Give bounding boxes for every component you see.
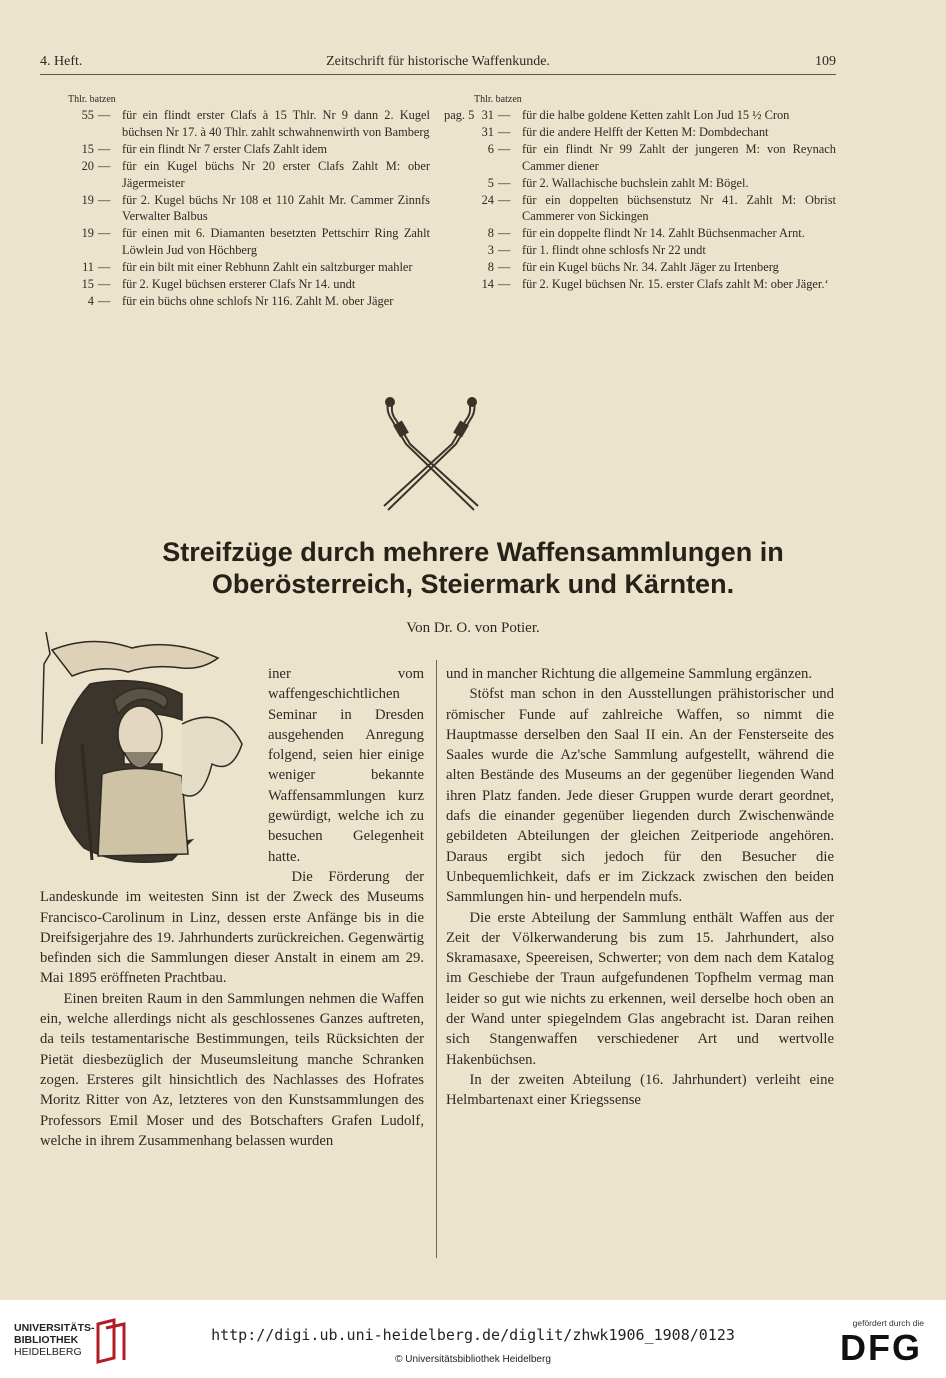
ledger-entry	[444, 192, 836, 226]
ledger-entry	[444, 242, 836, 259]
ledger-entry	[48, 107, 430, 141]
ledger-dash: —	[498, 277, 511, 292]
paragraph: Stöfst man schon in den Ausstellungen prähistorischer und römischer Funde auf zahlreiche Waffen, so nimmt die Hauptmasse derselben den Saal II ein. An der Fensterseite des Saales wurde die Az'sche Sammlung aufgestellt, während die alten Bestände des Museums an der gegenüber liegenden Wand ihren Platz fanden. Jede dieser Gruppen wurde derart geordnet, dafs die einander gegenüber liegenden durch Zwischenwände gebildeten Abteilungen der gleichen Zeitperiode angehören. Daraus ergibt sich jedoch für den Besucher die Unbequemlichkeit, dafs er im Zickzack zwischen den beiden Sammlungen hin- und herpendeln mufs.	[446, 686, 834, 906]
ledger-amount: 5	[487, 175, 494, 190]
ledger-dash: —	[98, 158, 111, 173]
page-reference: pag. 5	[444, 108, 475, 122]
ledger-dash: —	[98, 141, 111, 156]
ledger-amount: 4	[87, 293, 94, 308]
ledger-entry	[48, 293, 430, 310]
ledger-dash: —	[498, 226, 511, 241]
ledger-dash: —	[498, 243, 511, 258]
ledger-text: für ein Kugel büchs Nr. 34. Zahlt Jäger zu Irtenberg	[522, 260, 779, 275]
ledger-entry	[444, 259, 836, 276]
ledger-text: für 2. Wallachische buchslein zahlt M: Bögel.	[522, 175, 749, 190]
ledger-text: für ein bilt mit einer Rebhunn Zahlt ein saltzburger mahler	[122, 260, 413, 275]
dfg-logo-text: DFG	[840, 1327, 922, 1368]
article-byline: Von Dr. O. von Potier.	[406, 620, 540, 636]
ledger-entry	[444, 276, 836, 293]
ledger-entry	[48, 259, 430, 276]
ledger-text: für die halbe goldene Ketten zahlt Lon Jud 15 ½ Cron	[522, 108, 790, 122]
paragraph: Die erste Abteilung der Sammlung enthält Waffen aus der Zeit der Völkerwanderung bis zum 15. Jahrhundert, also Skramasaxe, Speereisen, Schwerter; von dem nach dem Katalog im Geschiebe der Traun aufgefundenen Topfhelm vermag man leider so gut wie nichts zu erkennen, weil derselbe hoch oben an der Wand unter spiegelndem Glas angebracht ist. Daran reihen sich Stangenwaffen verschiedener Art und wertvolle Hakenbüchsen.	[446, 909, 834, 1068]
ledger-entry	[48, 158, 430, 192]
ledger-amount: 31	[481, 124, 494, 139]
ledger-amount: 6	[487, 141, 494, 156]
column-rule	[436, 660, 437, 1258]
ledger-text: für ein flindt Nr 99 Zahlt der jungeren M: von Reynach Cammer diener	[522, 141, 836, 173]
ledger-entry	[48, 192, 430, 226]
ledger-dash: —	[498, 108, 511, 122]
ledger-text: für die andere Helfft der Ketten M: Dombdechant	[522, 124, 769, 139]
paragraph: In der zweiten Abteilung (16. Jahrhundert) verleiht eine Helmbartenaxt einer Kriegssense	[446, 1071, 834, 1109]
header-rule	[40, 74, 836, 75]
ledger-amount: 3	[487, 243, 494, 258]
ledger-text: für 2. Kugel büchs Nr 108 et 110 Zahlt Mr. Cammer Zinnfs Verwalter Balbus	[122, 192, 430, 224]
ledger-text: für 2. Kugel büchsen ersterer Clafs Nr 14. undt	[122, 277, 356, 292]
ledger-dash: —	[498, 124, 511, 139]
ledger-dash: —	[98, 226, 111, 241]
article-title-line1: Streifzüge durch mehrere Waffensammlungen in	[162, 537, 784, 567]
ledger-entry	[48, 276, 430, 293]
journal-title: Zeitschrift für historische Waffenkunde.	[326, 54, 550, 69]
paragraph: Einen breiten Raum in den Sammlungen nehmen die Waffen ein, welche allerdings nicht als geschlossenes Ganzes auftreten, da teils testamentarische Bestimmungen, teils Rücksichten der Pietät diesbezüglich der Museumsleitung manche Schranken zogen. Ersteres gilt hinsichtlich des Nachlasses des Hofrates Moritz Ritter von Az, letzteres von den Kunstsammlungen des Professors Emil Moser und des Botschafters Grafen Ludolf, welche in ihrem Zusammenhang belassen wurden	[40, 990, 424, 1149]
dfg-logo[interactable]	[840, 1328, 932, 1368]
ledger-dash: —	[98, 108, 111, 122]
ledger-dash: —	[498, 141, 511, 156]
ledger-right	[444, 94, 836, 293]
page-number: 109	[815, 54, 836, 69]
ledger-text: für einen mit 6. Diamanten besetzten Pettschirr Ring Zahlt Löwlein Jud von Höchberg	[122, 226, 430, 258]
article-title-line2: Oberösterreich, Steiermark und Kärnten.	[211, 569, 735, 599]
ledger-dash: —	[98, 293, 111, 308]
ledger-dash: —	[98, 260, 111, 275]
initial-space	[40, 664, 268, 874]
ledger-text: für ein büchs ohne schlofs Nr 116. Zahlt M. ober Jäger	[122, 293, 394, 308]
ledger-entry	[444, 141, 836, 175]
permalink-url[interactable]: http://digi.ub.uni-heidelberg.de/diglit/zhwk1906_1908/0123	[211, 1326, 735, 1344]
paragraph: Die Förderung der Landeskunde im weitesten Sinn ist der Zweck des Museums Francisco-Carolinum in Linz, dessen erste Anfänge bis in die Dreifsigerjahre des 19. Jahrhunderts zurückreichen. Gegenwärtig befinden sich die Sammlungen dieser Anstalt in einem am 29. Mai 1895 eröffneten Prachtbau.	[40, 868, 424, 987]
ledger-amount: 31	[481, 108, 494, 122]
library-name-line3: HEIDELBERG	[14, 1346, 82, 1358]
body-column-1	[40, 664, 424, 1151]
paragraph: iner vom waffengeschichtlichen Seminar in Dresden ausgehenden Anregung folgend, seien hier einige weniger bekannte Waffensammlungen kurz gewürdigt, welche ich zu besuchen Gelegenheit hatte.	[268, 666, 424, 865]
ledger-entry	[444, 107, 836, 124]
ledger-amount: 19	[81, 192, 94, 207]
ledger-amount: 8	[487, 226, 494, 241]
library-name-line2: BIBLIOTHEK	[14, 1334, 79, 1346]
ledger-amount: 14	[481, 277, 494, 292]
ledger-text: für ein Kugel büchs Nr 20 erster Clafs Zahlt M: ober Jägermeister	[122, 158, 430, 190]
paragraph: und in mancher Richtung die allgemeine Sammlung ergänzen.	[446, 666, 812, 682]
digitization-footer	[0, 1300, 946, 1378]
crossed-guns-ornament-icon	[378, 392, 484, 516]
ledger-left-colhead: Thlr. batzen	[68, 94, 116, 105]
ledger-amount: 24	[481, 192, 494, 207]
issue-label: 4. Heft.	[40, 54, 83, 69]
ledger-dash: —	[498, 260, 511, 275]
ledger-text: für ein doppelten büchsenstutz Nr 41. Zahlt M: Obrist Cammerer von Sickingen	[522, 192, 836, 224]
ledger-amount: 19	[81, 226, 94, 241]
ledger-dash: —	[98, 192, 111, 207]
ledger-amount: 15	[81, 141, 94, 156]
ledger-entry	[48, 225, 430, 259]
body-column-2	[446, 664, 834, 1111]
ledger-right-colhead: Thlr. batzen	[474, 94, 522, 105]
ledger-text: für ein doppelte flindt Nr 14. Zahlt Büchsenmacher Arnt.	[522, 226, 805, 241]
ledger-amount: 11	[82, 260, 94, 275]
ledger-dash: —	[498, 192, 511, 207]
ledger-entry	[444, 225, 836, 242]
article-title	[60, 536, 886, 600]
ledger-amount: 8	[487, 260, 494, 275]
ledger-text: für 1. flindt ohne schlosfs Nr 22 undt	[522, 243, 706, 258]
ledger-entry	[444, 124, 836, 141]
library-name-line1: UNIVERSITÄTS-	[14, 1322, 95, 1334]
ledger-text: für ein flindt erster Clafs à 15 Thlr. Nr 9 dann 2. Kugel büchsen Nr 17. à 40 Thlr. zahlt schwahnenwirth von Bamberg	[122, 108, 430, 139]
running-header	[40, 54, 836, 76]
ledger-text: für ein flindt Nr 7 erster Clafs Zahlt idem	[122, 141, 328, 156]
ledger-dash: —	[98, 277, 111, 292]
ledger-entry	[48, 141, 430, 158]
ledger-dash: —	[498, 175, 511, 190]
ledger-amount: 15	[81, 277, 94, 292]
ledger-text: für 2. Kugel büchsen Nr. 15. erster Clafs zahlt M: ober Jäger.‘	[522, 277, 829, 292]
ledger-amount: 55	[81, 108, 94, 122]
funded-by-label: gefördert durch die	[852, 1318, 924, 1328]
ledger-left	[48, 94, 430, 310]
ledger-amount: 20	[81, 158, 94, 173]
ledger-entry	[444, 175, 836, 192]
copyright-notice: © Universitätsbibliothek Heidelberg	[395, 1354, 551, 1365]
